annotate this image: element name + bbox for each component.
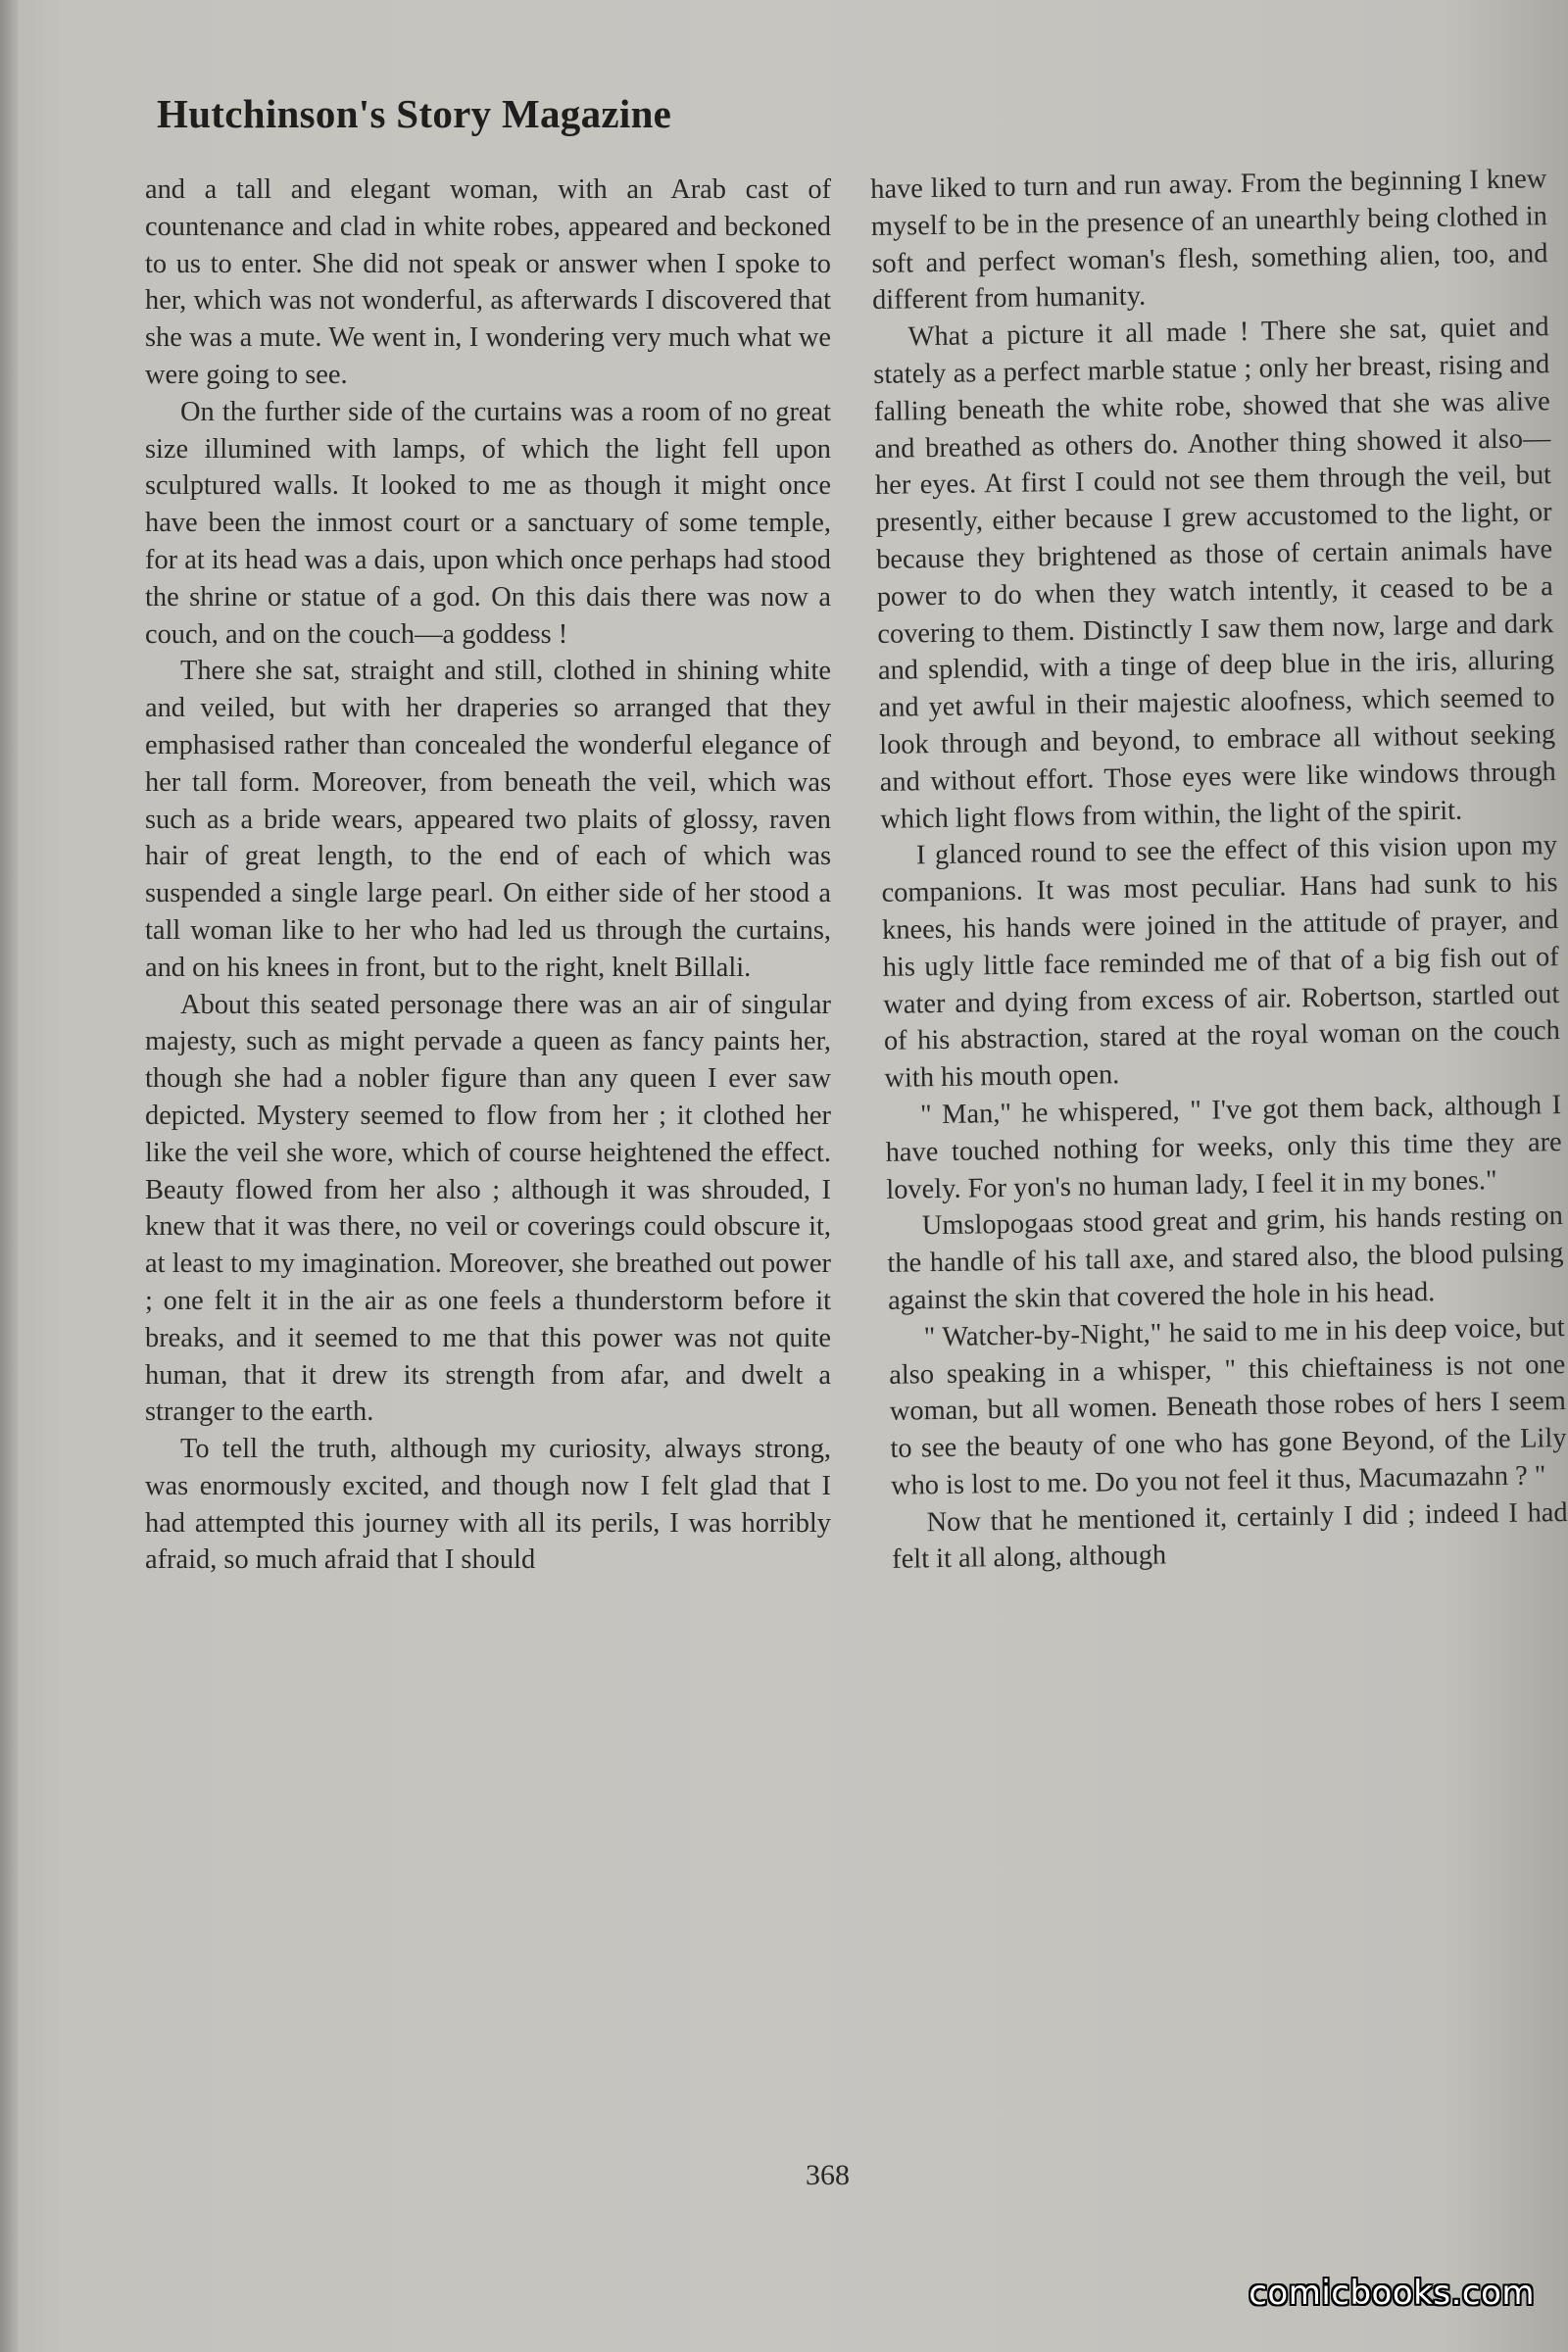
paragraph: have liked to turn and run away. From the beginning I knew myself to be in the presence of an unearthly being clothed in soft and perfect woman's flesh, something alien, too, and different from humanity.	[870, 164, 1548, 317]
paragraph: On the further side of the curtains was a room of no great size illumined with lamps, of which the light fell upon sculptured walls. It looked to me as though it might once have been the inmost court or a sanctuary of some temple, for at its head was a dais, upon which once perhaps had stood the shrine or statue of a god. On this dais there was now a couch, and on the couch—a goddess !	[145, 396, 831, 650]
left-text-column	[145, 172, 831, 1579]
paragraph: Now that he mentioned it, certainly I did ; indeed I had felt it all along, although	[892, 1496, 1568, 1576]
page-number: 368	[806, 2159, 850, 2191]
paragraph: " Man," he whispered, " I've got them back, although I have touched nothing for weeks, only this time they are lovely. For yon's no human lady, I feel it in my bones."	[885, 1089, 1562, 1205]
right-text-column	[870, 161, 1568, 1579]
paragraph: There she sat, straight and still, clothed in shining white and veiled, but with her draperies so arranged that they emphasised rather than concealed the wonderful elegance of her tall form. Moreover, from beneath the veil, which was such as a bride wears, appeared two plaits of glossy, raven hair of great length, to the end of each of which was suspended a single large pearl. On either side of her stood a tall woman like to her who had led us through the curtains, and on his knees in front, but to the right, knelt Billali.	[145, 656, 831, 983]
site-watermark: comicbooks.com	[1249, 2274, 1535, 2313]
page-binding-edge	[0, 0, 18, 2352]
running-header: Hutchinson's Story Magazine	[157, 91, 672, 136]
paragraph: About this seated personage there was an air of singular majesty, such as might pervade a queen as fancy paints her, though she had a nobler figure than any queen I ever saw depicted. Mystery seemed to flow from her ; it clothed her like the veil she wore, which of course heightened the effect. Beauty flowed from her also ; although it was shrouded, I knew that it was there, no veil or coverings could obscure it, at least to my imagination. Moreover, she breathed out power ; one felt it in the air as one feels a thunderstorm before it breaks, and it seemed to me that this power was not quite human, that it drew its strength from afar, and dwelt a stranger to the earth.	[145, 989, 831, 1428]
paragraph: I glanced round to see the effect of this vision upon my companions. It was most peculiar. Hans had sunk to his knees, his hands were joined in the attitude of prayer, and his ugly little face reminded me of that of a big fish out of water and dying from excess of air. Robertson, startled out of his abstraction, stared at the royal woman on the couch with his mouth open.	[881, 830, 1561, 1095]
paragraph: To tell the truth, although my curiosity, always strong, was enormously excited, and though now I felt glad that I had attempted this journey with all its perils, I was horribly afraid, so much afraid that I should	[145, 1434, 831, 1576]
paragraph: and a tall and elegant woman, with an Arab cast of countenance and clad in white robes, appeared and beckoned to us to enter. She did not speak or answer when I spoke to her, which was not wonderful, as afterwards I discovered that she was a mute. We went in, I wondering very much what we were going to see.	[145, 174, 831, 390]
paragraph: " Watcher-by-Night," he said to me in his deep voice, but also speaking in a whisper, " this chieftainess is not one woman, but all women. Beneath those robes of hers I seem to see the beauty of one who has gone Beyond, of the Lily who is lost to me. Do you not feel it thus, Macumazahn ? "	[889, 1311, 1567, 1501]
paragraph: What a picture it all made ! There she sat, quiet and stately as a perfect marble statue ; only her breast, rising and falling beneath the white robe, showed that she was alive and breathed as others do. Another thing showed it also—her eyes. At first I could not see them through the veil, but presently, either because I grew accustomed to the light, or because they brightened as those of certain animals have power to do when they watch intently, it ceased to be a covering to them. Distinctly I saw them now, large and dark and splendid, with a tinge of deep blue in the iris, alluring and yet awful in their majestic aloofness, which seemed to look through and beyond, to embrace all without seeking and without effort. Those eyes were like windows through which light flows from within, the light of the spirit.	[873, 312, 1556, 835]
paragraph: Umslopogaas stood great and grim, his hands resting on the handle of his tall axe, and stared also, the blood pulsing against the skin that covered the hole in his head.	[887, 1200, 1564, 1316]
